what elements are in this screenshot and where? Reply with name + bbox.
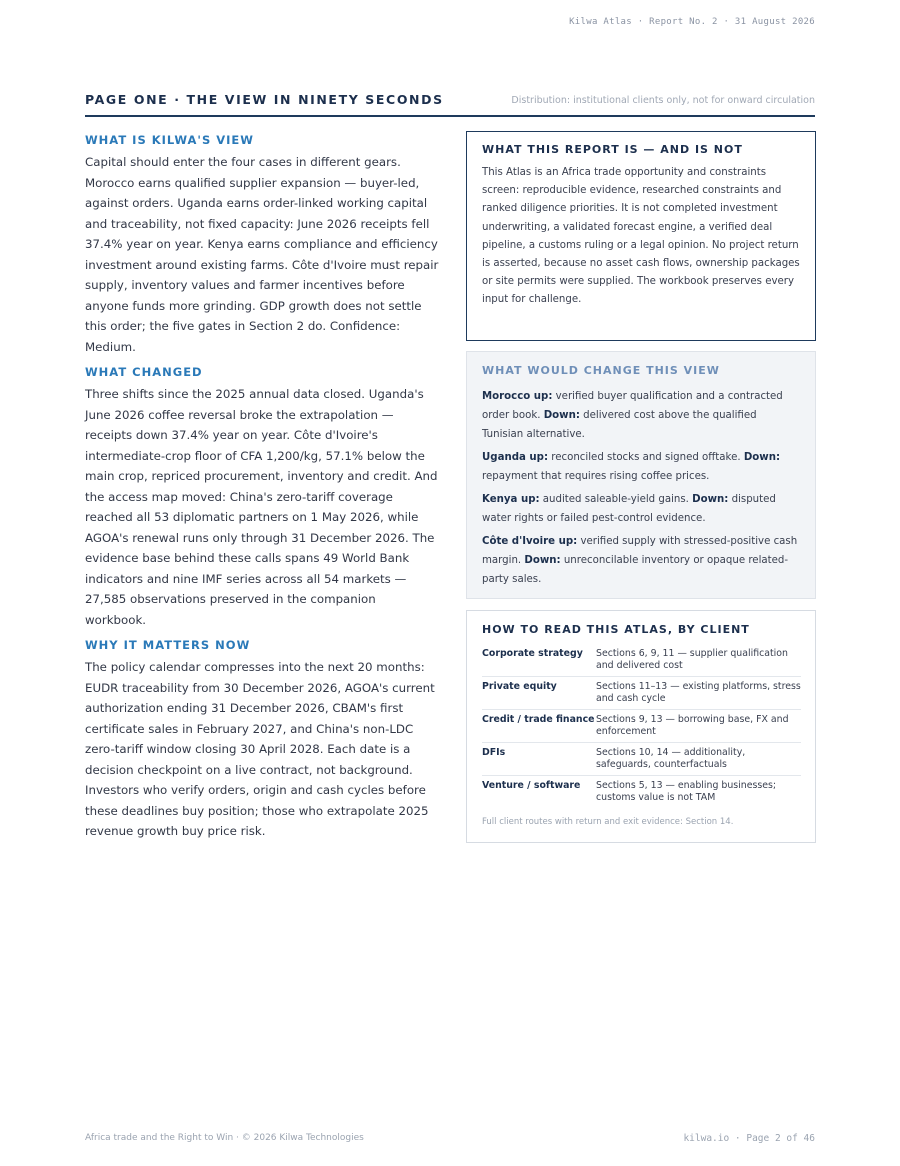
client-sections: Sections 5, 13 — enabling businesses; customs value is not TAM	[596, 780, 777, 803]
footer-left: Africa trade and the Right to Win · © 2026 Kilwa Technologies	[85, 1133, 364, 1143]
down-label: Down:	[692, 494, 729, 505]
client-name: Venture / software	[482, 780, 581, 791]
down-label: Down:	[524, 555, 561, 566]
up-text: verified buyer qualification and a contracted order book.	[482, 391, 783, 421]
table-row	[482, 644, 801, 677]
client-name: Credit / trade finance	[482, 714, 595, 725]
distribution-note: Distribution: institutional clients only, not for onward circulation	[511, 95, 815, 106]
change-item-cote-divoire	[482, 532, 800, 589]
main-column	[85, 133, 440, 850]
down-label: Down:	[743, 452, 781, 463]
client-sections: Sections 9, 13 — borrowing base, FX and enforcement	[596, 714, 789, 737]
up-text: verified supply with stressed-positive cash margin.	[482, 536, 798, 566]
down-text: unreconcilable inventory or opaque related-party sales.	[482, 555, 789, 585]
section-heading: WHY IT MATTERS NOW	[85, 638, 251, 652]
section-heading: WHAT CHANGED	[85, 365, 203, 379]
client-sections: Sections 6, 9, 11 — supplier qualification and delivered cost	[596, 648, 788, 671]
client-sections: Sections 11–13 — existing platforms, stress and cash cycle	[596, 681, 801, 704]
client-routes-box	[466, 610, 816, 843]
box-heading: HOW TO READ THIS ATLAS, BY CLIENT	[482, 623, 750, 636]
footer-right: kilwa.io · Page 2 of 46	[683, 1133, 815, 1144]
up-text: reconciled stocks and signed offtake.	[548, 452, 744, 463]
table-row	[482, 677, 801, 710]
up-label: Kenya up:	[482, 494, 540, 505]
table-row	[482, 710, 801, 743]
section-body: The policy calendar compresses into the next 20 months: EUDR traceability from 30 December 2026, AGOA's current authorization ending 31 December 2026, CBAM's first certificate sales in February 2027, and China's non-LDC zero-tariff window closing 30 April 2028. Each date is a decision checkpoint on a live contract, not background. Investors who verify orders, origin and cash cycles before these deadlines buy position; those who extrapolate 2025 revenue growth buy price risk.	[85, 660, 435, 838]
up-label: Côte d'Ivoire up:	[482, 536, 578, 547]
up-label: Uganda up:	[482, 452, 549, 463]
section-what-changed	[85, 365, 440, 630]
up-text: audited saleable-yield gains.	[539, 494, 693, 505]
box-heading: WHAT THIS REPORT IS — AND IS NOT	[482, 143, 743, 156]
table-row	[482, 776, 801, 808]
down-text: repayment that requires rising coffee prices.	[482, 471, 710, 482]
section-body: Three shifts since the 2025 annual data closed. Uganda's June 2026 coffee reversal broke the extrapolation — receipts down 37.4% year on year. Côte d'Ivoire's intermediate-crop floor of CFA 1,200/kg, 57.1% below the main crop, repriced procurement, inventory and credit. And the access map moved: China's zero-tariff coverage reached all 53 diplomatic partners on 1 May 2026, while AGOA's renewal runs only through 31 December 2026. The evidence base behind these calls spans 49 World Bank indicators and nine IMF series across all 54 markets — 27,585 observations preserved in the companion workbook.	[85, 387, 438, 627]
box-heading: WHAT WOULD CHANGE THIS VIEW	[482, 364, 720, 377]
section-kilwa-view	[85, 133, 440, 357]
down-label: Down:	[543, 410, 580, 421]
section-why-now	[85, 638, 440, 842]
section-heading: WHAT IS KILWA'S VIEW	[85, 133, 254, 147]
box-body: This Atlas is an Africa trade opportunity and constraints screen: reproducible evidence, researched constraints and ranked diligence priorities. It is not completed investment underwriting, a validated forecast engine, a verified deal pipeline, a customs ruling or a legal opinion. No project return is asserted, because no asset cash flows, ownership packages or site permits were supplied. The workbook preserves every input for challenge.	[482, 167, 800, 306]
client-name: Corporate strategy	[482, 648, 583, 659]
client-name: DFIs	[482, 747, 506, 758]
page-header	[85, 91, 815, 117]
running-head: Kilwa Atlas · Report No. 2 · 31 August 2026	[569, 17, 815, 27]
change-view-box	[466, 351, 816, 599]
down-text: delivered cost above the qualified Tunisian alternative.	[482, 410, 757, 440]
box-footnote: Full client routes with return and exit evidence: Section 14.	[482, 817, 734, 827]
client-sections: Sections 10, 14 — additionality, safeguards, counterfactuals	[596, 747, 746, 770]
change-item-morocco	[482, 387, 800, 444]
page-title: PAGE ONE · THE VIEW IN NINETY SECONDS	[85, 92, 444, 107]
report-scope-box	[466, 131, 816, 341]
table-row	[482, 743, 801, 776]
change-item-uganda	[482, 448, 800, 486]
up-label: Morocco up:	[482, 391, 553, 402]
client-name: Private equity	[482, 681, 557, 692]
client-routes-table	[482, 644, 800, 808]
change-item-kenya	[482, 490, 800, 528]
section-body: Capital should enter the four cases in different gears. Morocco earns qualified supplier expansion — buyer-led, against orders. Uganda earns order-linked working capital and traceability, not fixed capacity: June 2026 receipts fell 37.4% year on year. Kenya earns compliance and efficiency investment around existing farms. Côte d'Ivoire must repair supply, inventory values and farmer incentives before anyone funds more grinding. GDP growth does not settle this order; the five gates in Section 2 do. Confidence: Medium.	[85, 155, 439, 354]
down-text: disputed water rights or failed pest-control evidence.	[482, 494, 776, 524]
